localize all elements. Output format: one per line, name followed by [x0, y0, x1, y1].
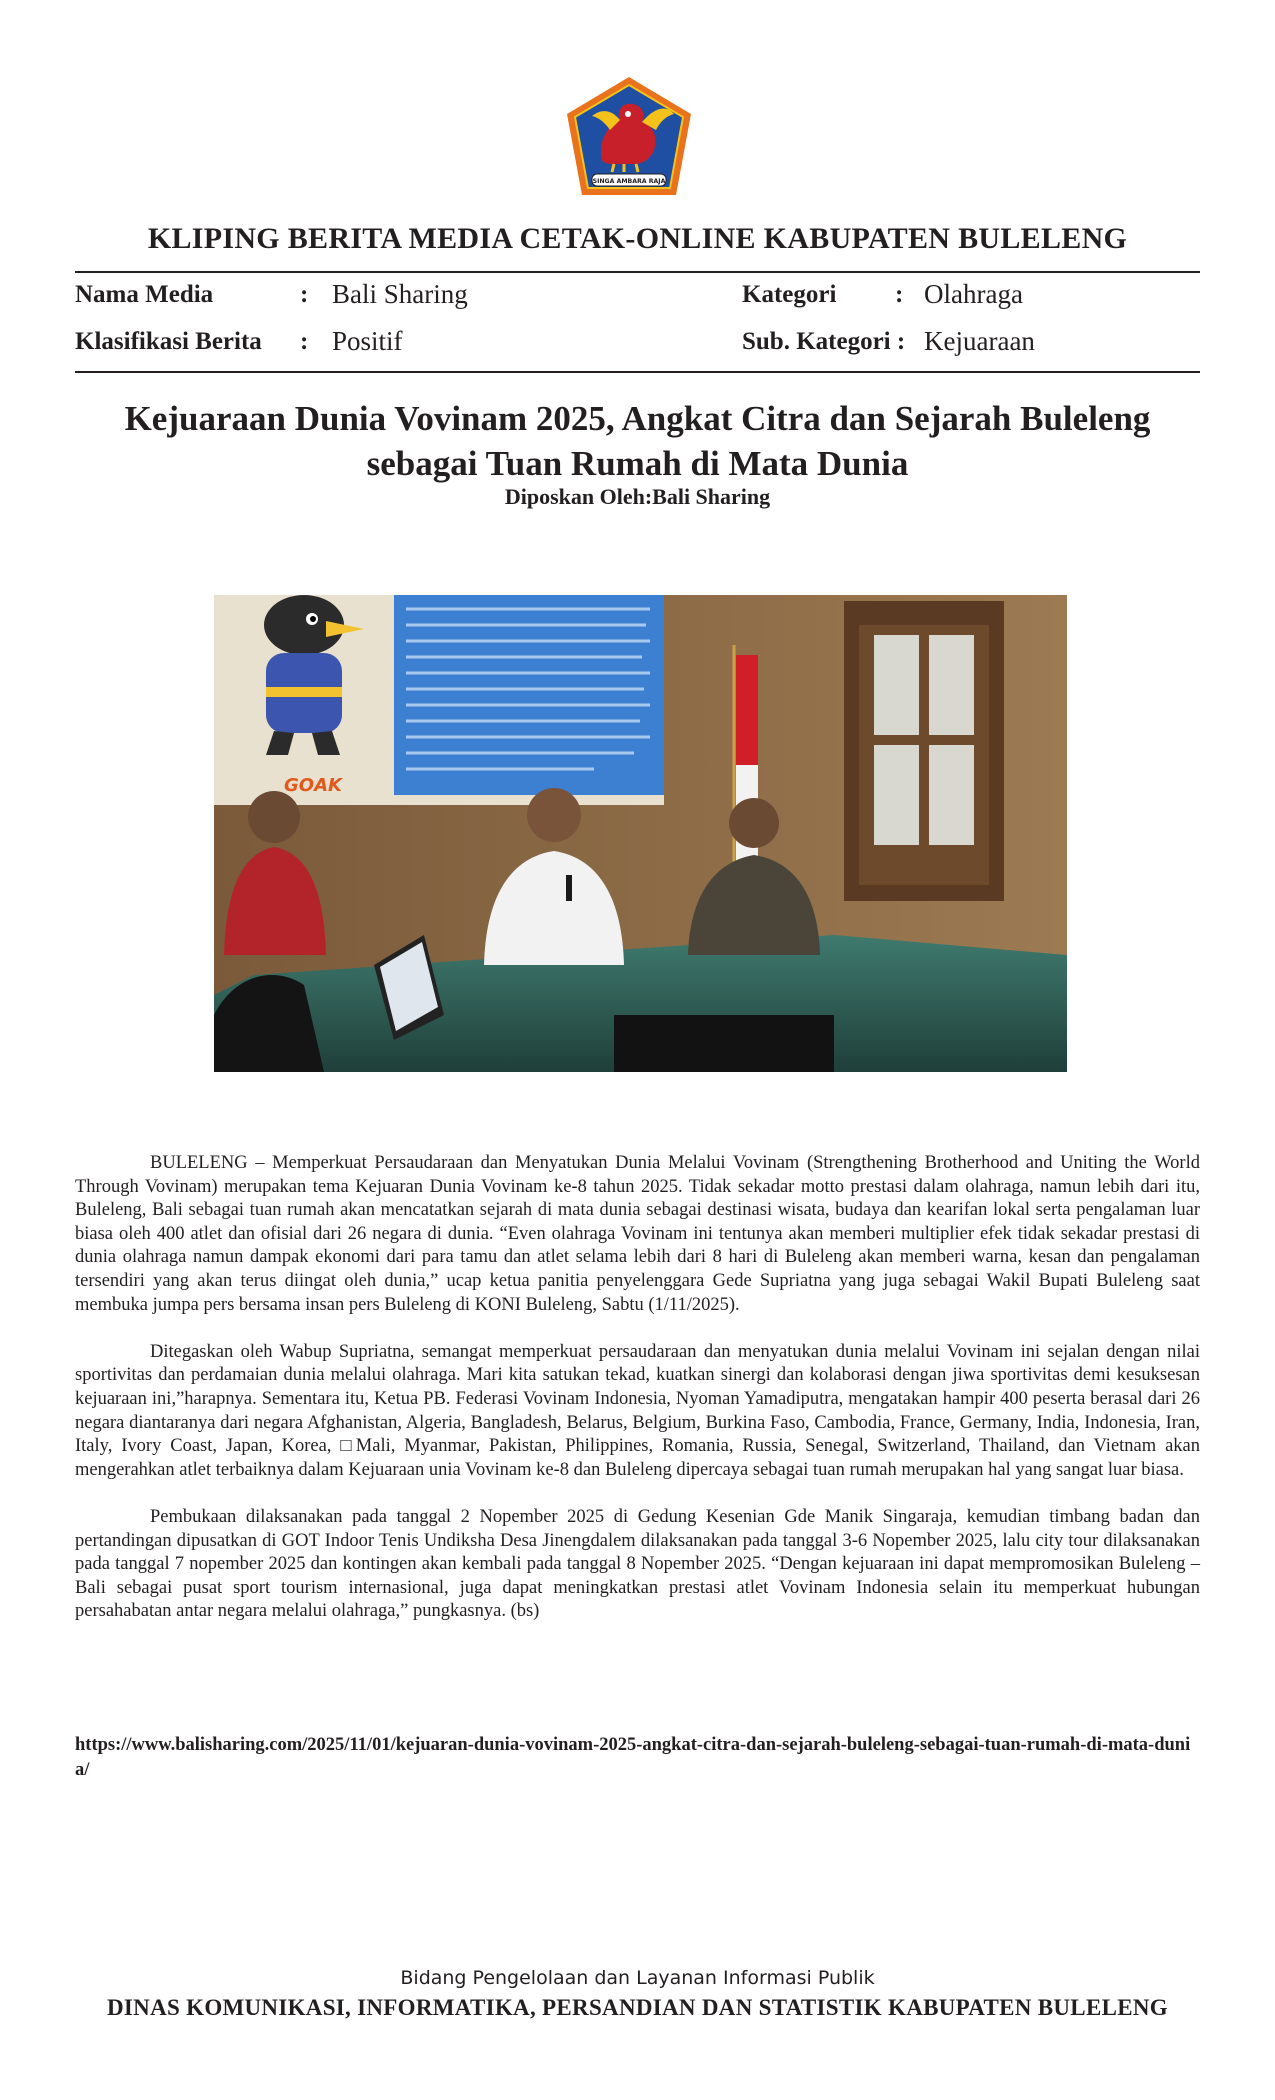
article-headline: Kejuaraan Dunia Vovinam 2025, Angkat Citra dan Sejarah Buleleng sebagai Tuan Rumah di Mata Dunia: [124, 399, 1151, 483]
media-value: Bali Sharing: [332, 279, 468, 309]
footer-office: DINAS KOMUNIKASI, INFORMATIKA, PERSANDIAN DAN STATISTIK KABUPATEN BULELENG: [107, 1995, 1168, 2020]
bottom-divider: [75, 371, 1200, 373]
category-label: Kategori: [742, 281, 837, 308]
subcategory-label: Sub. Kategori :: [742, 328, 906, 355]
mascot-label: GOAK: [284, 775, 342, 796]
article-paragraph: BULELENG – Memperkuat Persaudaraan dan Menyatukan Dunia Melalui Vovinam (Strengthening Brotherhood and Uniting the World Through Vovinam) merupakan tema Kejuaran Dunia Vovinam ke-8 tahun 2025. Tidak sekadar motto prestasi dalam olahraga, namun lebih dari itu, Buleleng, Bali sebagai tuan rumah akan mencatatkan sejarah di mata dunia sebagai destinasi wisata, budaya dan kearifan lokal serta pengalaman luar biasa oleh 400 atlet dan ofisial dari 26 negara di dunia. “Even olahraga Vovinam ini tentunya akan memberi multiplier efek tidak sekadar prestasi di dunia olahraga namun dampak ekonomi dari para tamu dan atlet selama lebih dari 8 hari di Buleleng akan memberi warna, kesan dan pengalaman tersendiri yang akan terus diingat oleh dunia,” ucap ketua panitia penyelenggara Gede Supriatna yang juga sebagai Wakil Bupati Buleleng saat membuka jumpa pers bersama insan pers Buleleng di KONI Buleleng, Sabtu (1/11/2025).: [75, 1153, 1200, 1315]
article-byline: Diposkan Oleh:Bali Sharing: [504, 484, 771, 509]
footer-unit: Bidang Pengelolaan dan Layanan Informasi Publik: [400, 1967, 875, 1989]
classification-colon: :: [300, 328, 309, 355]
article-paragraph: Ditegaskan oleh Wabup Supriatna, semangat memperkuat persaudaraan dan menyatukan dunia melalui Vovinam ini sejalan dengan nilai sportivitas dan perdamaian dunia melalui olahraga. Mari kita satukan tekad, kuatkan sinergi dan kolaborasi dengan jiwa sportivitas demi kesuksesan kejuaraan ini,”harapnya. Sementara itu, Ketua PB. Federasi Vovinam Indonesia, Nyoman Yamadiputra, mengatakan hampir 400 peserta berasal dari 26 negara diantaranya dari negara Afghanistan, Algeria, Bangladesh, Belarus, Belgium, Burkina Faso, Cambodia, France, Germany, India, Indonesia, Iran, Italy, Ivory Coast, Japan, Korea, □Mali, Myanmar, Pakistan, Philippines, Romania, Russia, Senegal, Switzerland, Thailand, dan Vietnam akan mengerahkan atlet terbaiknya dalam Kejuaraan unia Vovinam ke-8 dan Buleleng dipercaya sebagai tuan rumah merupakan hal yang sangat luar biasa.: [75, 1341, 1200, 1480]
media-label: Nama Media: [75, 281, 214, 308]
press-conference-photo: [214, 595, 1067, 1072]
article-body: [75, 1152, 1200, 1647]
logo-motto: SINGA AMBARA RAJA: [592, 178, 666, 185]
category-colon: :: [895, 281, 904, 308]
classification-value: Positif: [332, 326, 403, 356]
document-title: KLIPING BERITA MEDIA CETAK-ONLINE KABUPATEN BULELENG: [147, 222, 1128, 255]
media-colon: :: [300, 281, 309, 308]
article-paragraph: Pembukaan dilaksanakan pada tanggal 2 Nopember 2025 di Gedung Kesenian Gde Manik Singaraja, kemudian timbang badan dan pertandingan dipusatkan di GOT Indoor Tenis Undiksha Desa Jinengdalem dilaksanakan pada tanggal 3-6 Nopember 2025, lalu city tour dilaksanakan pada tanggal 7 nopember 2025 dan kontingen akan kembali pada tanggal 8 Nopember 2025. “Dengan kejuaraan ini dapat mempromosikan Buleleng – Bali sebagai pusat sport tourism internasional, juga dapat meningkatkan prestasi atlet Vovinam Indonesia selain itu memperkuat hubungan persahabatan antar negara melalui olahraga,” pungkasnya. (bs): [75, 1506, 1200, 1622]
subcategory-value: Kejuaraan: [924, 326, 1035, 356]
category-value: Olahraga: [924, 279, 1023, 309]
classification-label: Klasifikasi Berita: [75, 328, 262, 355]
source-url-link[interactable]: https://www.balisharing.com/2025/11/01/kejuaran-dunia-vovinam-2025-angkat-citra-dan-sejarah-buleleng-sebagai-tuan-rumah-di-mata-dunia/: [75, 1735, 1191, 1780]
top-divider: [75, 271, 1200, 273]
regency-crest-logo: [562, 74, 696, 198]
